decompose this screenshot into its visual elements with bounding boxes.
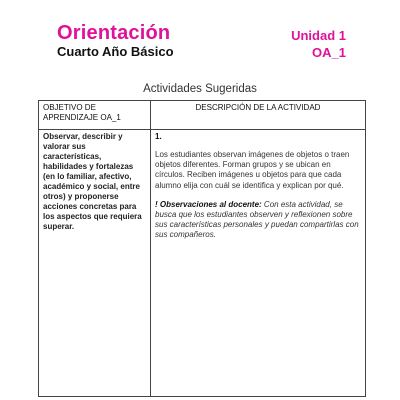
teacher-observation [155, 200, 361, 241]
activity-description: Los estudiantes observan imágenes de objetos o traen objetos diferentes. Forman grupos y se ubican en círculos. Reciben imágenes u objetos para que cada alumno elija con cuál se identifica y explican por qué. [155, 150, 350, 190]
objective-cell: Observar, describir y valorar sus características, habilidades y fortalezas (en lo familiar, afectivo, académico y social, entre otros) y proponerse acciones concretas para los aspectos que requiera superar. [39, 130, 151, 397]
activity-number: 1. [155, 132, 162, 141]
activities-table [38, 100, 366, 397]
observation-text: Con esta actividad, se busca que los estudiantes observen y reflexionen sobre sus características personales y puedan compartirlas con sus compañeros. [155, 199, 359, 240]
table-row [39, 130, 366, 397]
grade-level: Cuarto Año Básico [57, 44, 174, 59]
subject-title: Orientación [57, 22, 171, 44]
table-header-row [39, 101, 366, 130]
description-header: DESCRIPCIÓN DE LA ACTIVIDAD [151, 101, 366, 130]
description-cell [151, 130, 366, 397]
objective-code: OA_1 [312, 45, 346, 60]
observation-label: ! Observaciones al docente: [155, 199, 262, 209]
objective-header: OBJETIVO DE APRENDIZAJE OA_1 [39, 101, 151, 130]
unit-label: Unidad 1 [291, 28, 346, 43]
section-title: Actividades Sugeridas [143, 83, 257, 95]
